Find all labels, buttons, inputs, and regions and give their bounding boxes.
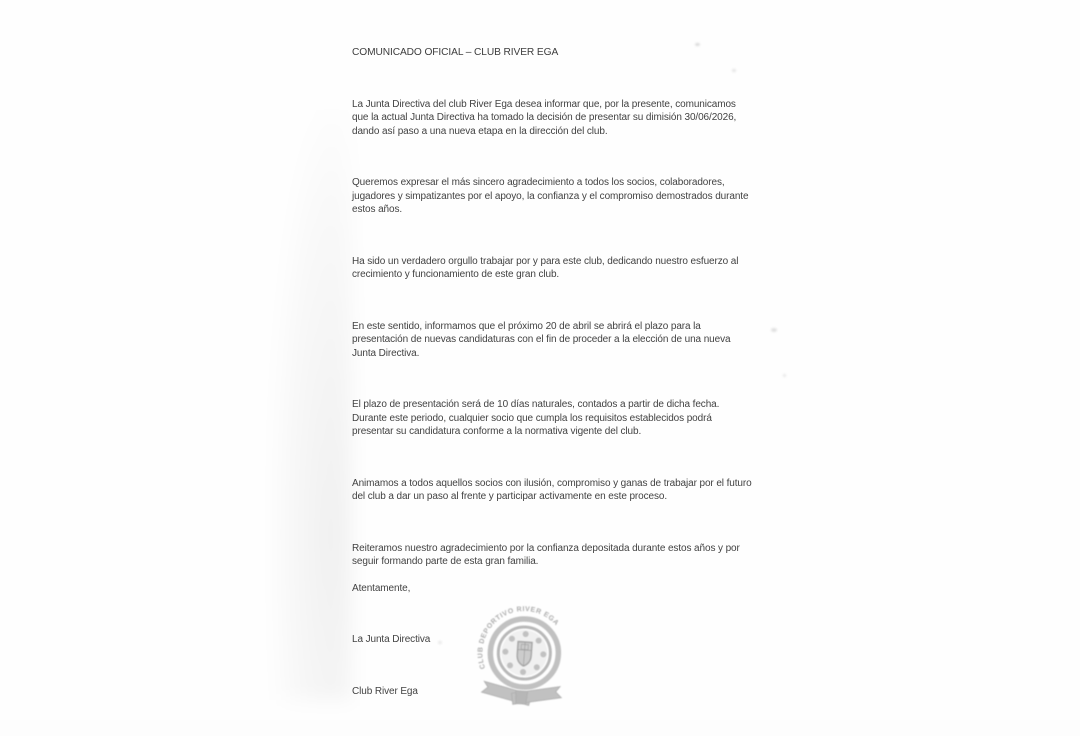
closing-line: Atentamente, <box>352 582 411 594</box>
paragraph-reiteramos: Reiteramos nuestro agradecimiento por la confianza depositada durante estos años y por seguir formando parte de esta gran familia. <box>352 542 740 567</box>
paragraph-plazo-duracion: El plazo de presentación será de 10 días naturales, contados a partir de dicha fecha. Durante este periodo, cualquier socio que cumpla los requisitos establecidos podrá presentar su candidatura conforme a la normativa vigente del club. <box>352 399 720 437</box>
paragraph-dimision: La Junta Directiva del club River Ega desea informar que, por la presente, comunicamos que la actual Junta Directiva ha tomado la decisión de presentar su dimisión 30/06/2026, dando así paso a una nueva etapa en la dirección del club. <box>352 98 737 137</box>
club-stamp-seal <box>470 601 577 716</box>
paragraph-plazo-apertura: En este sentido, informamos que el próximo 20 de abril se abrirá el plazo para la presentación de nuevas candidaturas con el fin de proceder a la elección de una nueva Junta Directiva. <box>352 320 731 359</box>
paragraph-orgullo: Ha sido un verdadero orgullo trabajar por y para este club, dedicando nuestro esfuerzo al crecimiento y funcionamiento de este gran club. <box>352 255 739 280</box>
scan-speck <box>783 374 786 377</box>
stamp-arc-text: CLUB DEPORTIVO RIVER EGA <box>477 605 561 670</box>
scan-speck <box>771 328 777 332</box>
signature-club: Club River Ega <box>352 685 418 697</box>
scan-shadow <box>272 110 352 700</box>
document-title: COMUNICADO OFICIAL – CLUB RIVER EGA <box>352 47 559 58</box>
signature-junta: La Junta Directiva <box>352 634 431 645</box>
club-stamp-graphic <box>470 601 577 716</box>
paragraph-animamos: Animamos a todos aquellos socios con ilusión, compromiso y ganas de trabajar por el futuro del club a dar un paso al frente y participar activamente en este proceso. <box>352 477 752 502</box>
paragraph-agradecimiento: Queremos expresar el más sincero agradecimiento a todos los socios, colaboradores, jugadores y simpatizantes por el apoyo, la confianza y el compromiso demostrados durante estos años. <box>352 177 749 215</box>
